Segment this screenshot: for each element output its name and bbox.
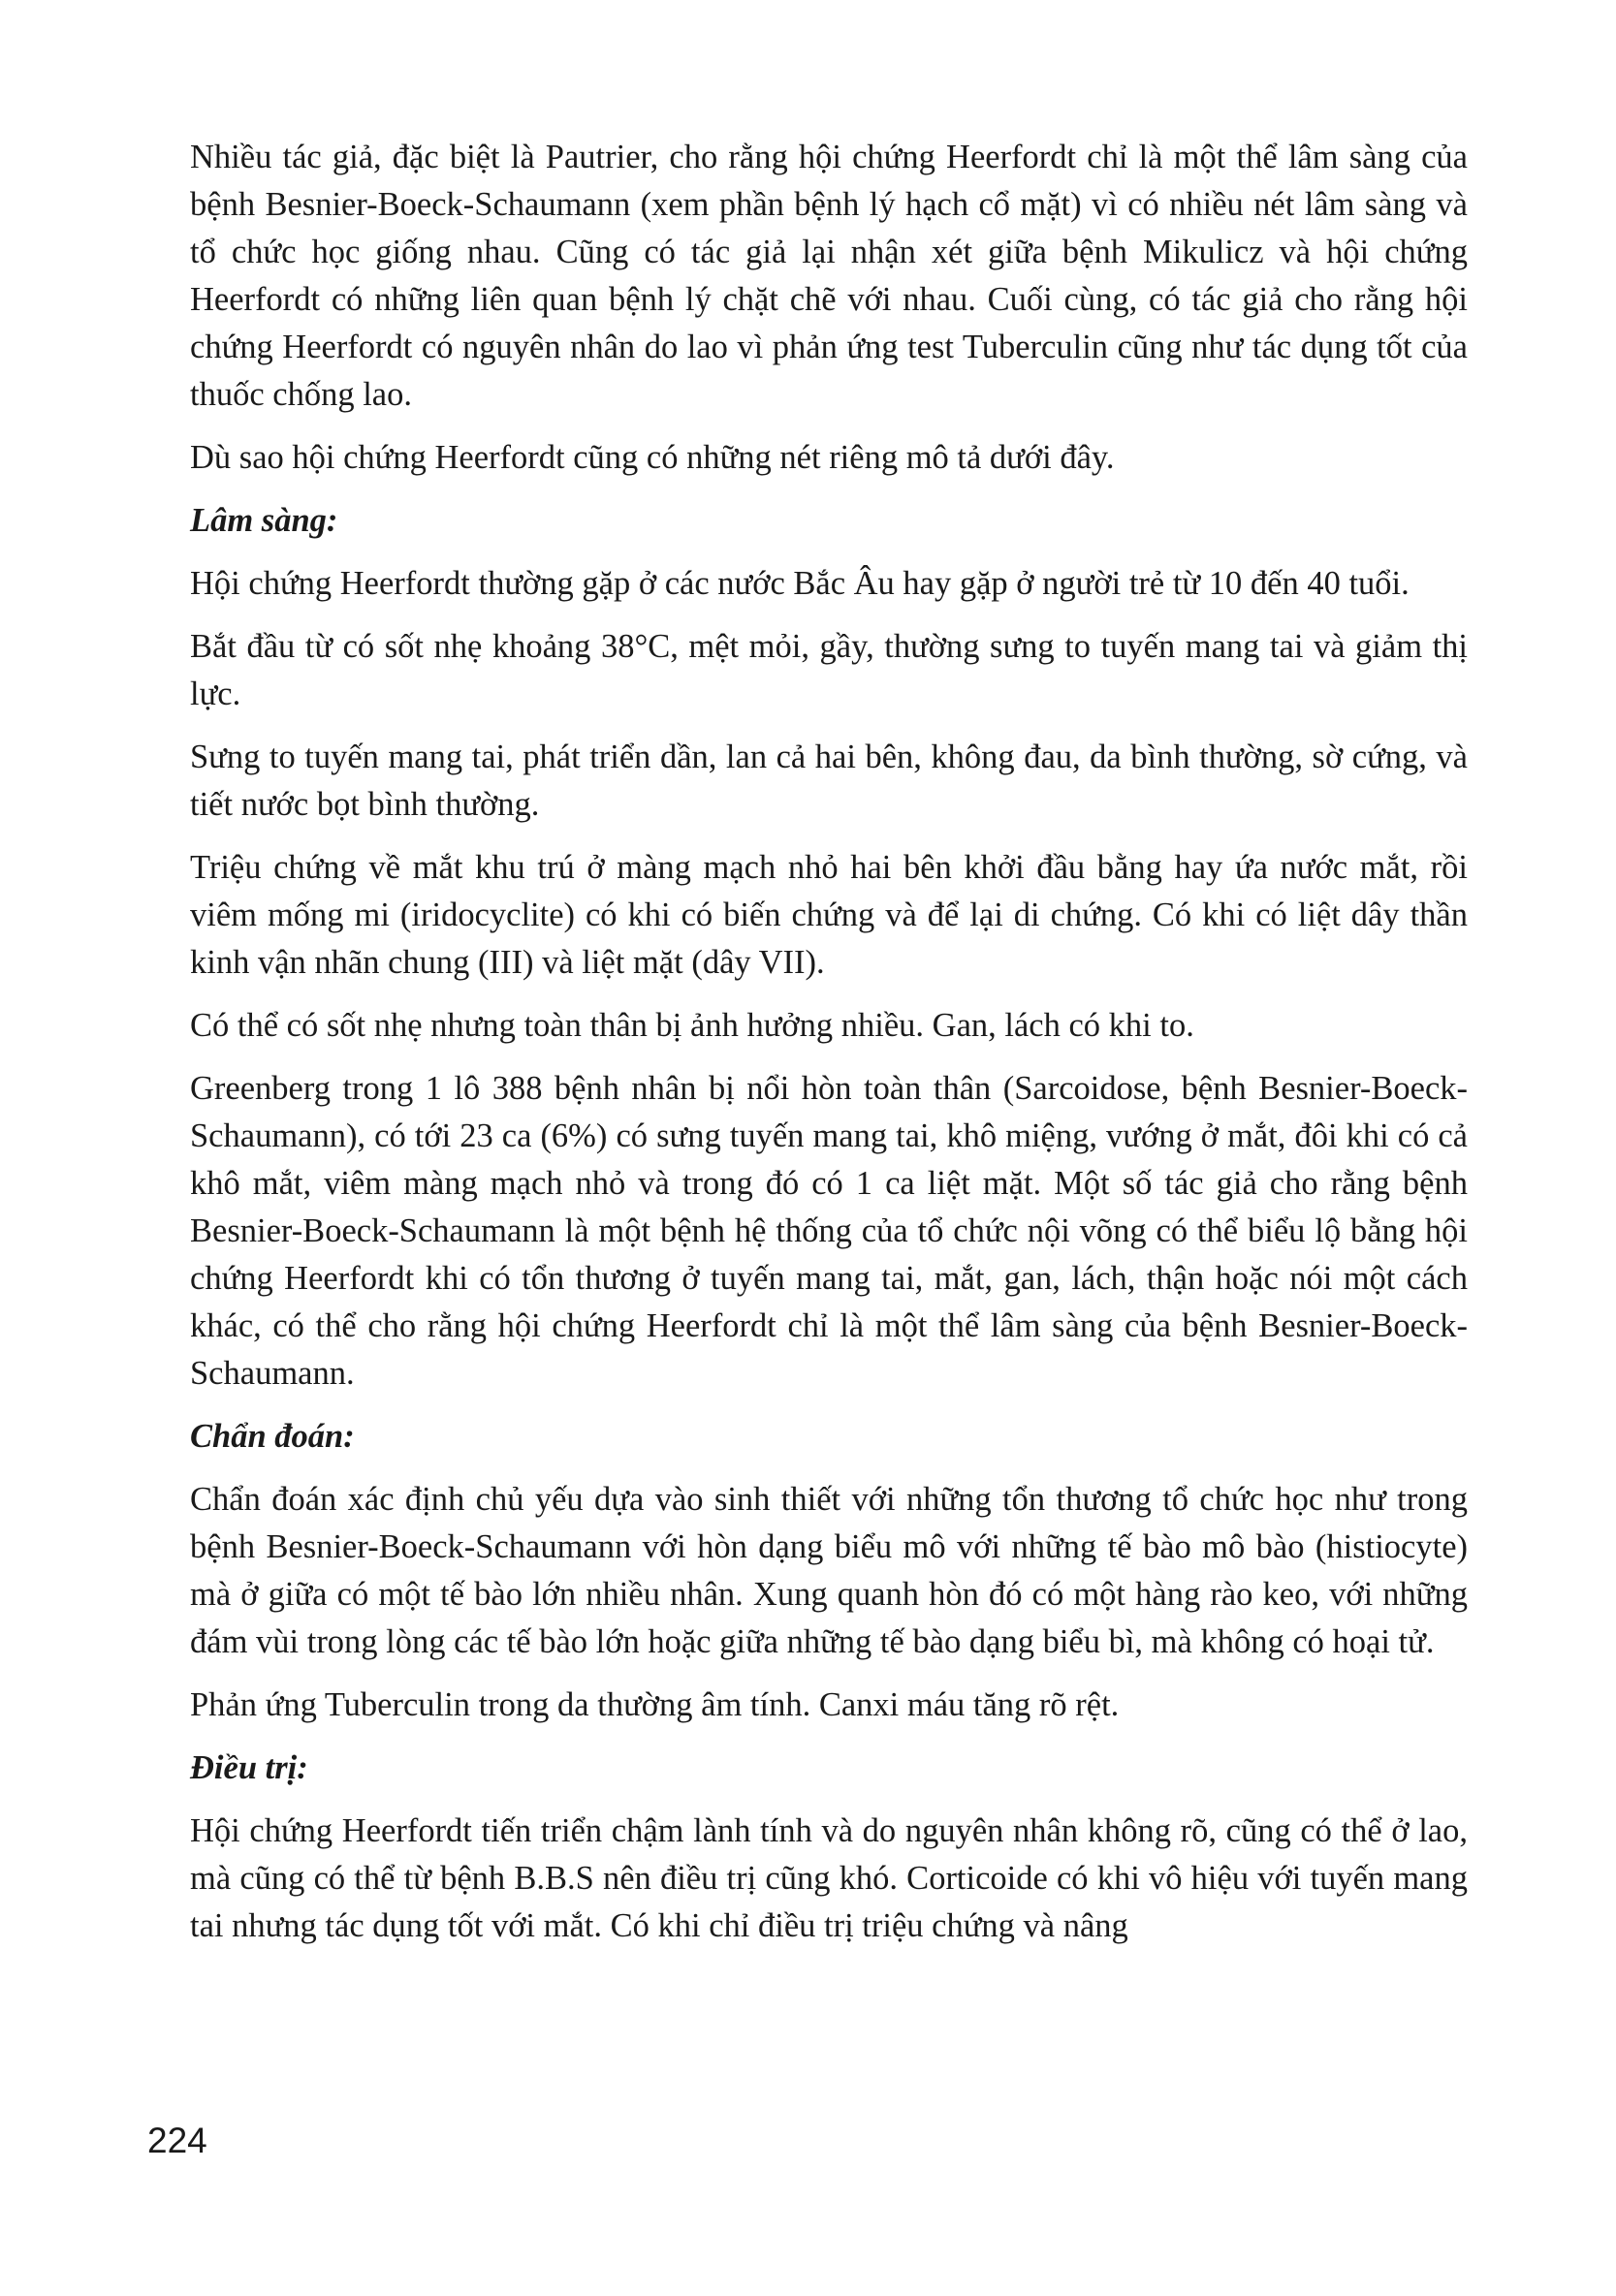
- paragraph: Dù sao hội chứng Heerfordt cũng có những nét riêng mô tả dưới đây.: [190, 439, 1115, 476]
- paragraph: Triệu chứng về mắt khu trú ở màng mạch nhỏ hai bên khởi đầu bằng hay ứa nước mắt, rồi viêm mống mi (iridocyclite) có khi có biến chứng và để lại di chứng. Có khi có liệt dây thần kinh vận nhãn chung (III) và liệt mặt (dây VII).: [190, 849, 1468, 981]
- page-number: 224: [147, 2121, 207, 2160]
- section-heading-lam-sang: Lâm sàng:: [190, 502, 338, 539]
- paragraph: Hội chứng Heerfordt thường gặp ở các nước Bắc Âu hay gặp ở người trẻ từ 10 đến 40 tuổi.: [190, 565, 1410, 602]
- paragraph: Sưng to tuyến mang tai, phát triển dần, lan cả hai bên, không đau, da bình thường, sờ cứng, và tiết nước bọt bình thường.: [190, 739, 1468, 823]
- section-heading-dieu-tri: Điều trị:: [190, 1749, 308, 1786]
- section-heading-chan-doan: Chẩn đoán:: [190, 1418, 355, 1455]
- paragraph: Có thể có sốt nhẹ nhưng toàn thân bị ảnh hưởng nhiều. Gan, lách có khi to.: [190, 1007, 1194, 1044]
- paragraph: Bắt đầu từ có sốt nhẹ khoảng 38°C, mệt mỏi, gầy, thường sưng to tuyến mang tai và giảm thị lực.: [190, 628, 1468, 712]
- paragraph: Greenberg trong 1 lô 388 bệnh nhân bị nổi hòn toàn thân (Sarcoidose, bệnh Besnier-Boeck-Schaumann), có tới 23 ca (6%) có sưng tuyến mang tai, khô miệng, vướng ở mắt, đôi khi có cả khô mắt, viêm màng mạch nhỏ và trong đó có 1 ca liệt mặt. Một số tác giả cho rằng bệnh Besnier-Boeck-Schaumann là một bệnh hệ thống của tổ chức nội võng có thể biểu lộ bằng hội chứng Heerfordt khi có tổn thương ở tuyến mang tai, mắt, gan, lách, thận hoặc nói một cách khác, có thể cho rằng hội chứng Heerfordt chỉ là một thể lâm sàng của bệnh Besnier-Boeck-Schaumann.: [190, 1070, 1468, 1392]
- paragraph: Chẩn đoán xác định chủ yếu dựa vào sinh thiết với những tổn thương tổ chức học như trong bệnh Besnier-Boeck-Schaumann với hòn dạng biểu mô với những tế bào mô bào (histiocyte) mà ở giữa có một tế bào lớn nhiều nhân. Xung quanh hòn đó có một hàng rào keo, với những đám vùi trong lòng các tế bào lớn hoặc giữa những tế bào dạng biểu bì, mà không có hoại tử.: [190, 1481, 1468, 1660]
- page-body: [190, 134, 1468, 1966]
- paragraph: Phản ứng Tuberculin trong da thường âm tính. Canxi máu tăng rõ rệt.: [190, 1686, 1120, 1723]
- paragraph: Hội chứng Heerfordt tiến triển chậm lành tính và do nguyên nhân không rõ, cũng có thể ở lao, mà cũng có thể từ bệnh B.B.S nên điều trị cũng khó. Corticoide có khi vô hiệu với tuyến mang tai nhưng tác dụng tốt với mắt. Có khi chỉ điều trị triệu chứng và nâng: [190, 1812, 1468, 1944]
- paragraph: Nhiều tác giả, đặc biệt là Pautrier, cho rằng hội chứng Heerfordt chỉ là một thể lâm sàng của bệnh Besnier-Boeck-Schaumann (xem phần bệnh lý hạch cổ mặt) vì có nhiều nét lâm sàng và tổ chức học giống nhau. Cũng có tác giả lại nhận xét giữa bệnh Mikulicz và hội chứng Heerfordt có những liên quan bệnh lý chặt chẽ với nhau. Cuối cùng, có tác giả cho rằng hội chứng Heerfordt có nguyên nhân do lao vì phản ứng test Tuberculin cũng như tác dụng tốt của thuốc chống lao.: [190, 139, 1468, 413]
